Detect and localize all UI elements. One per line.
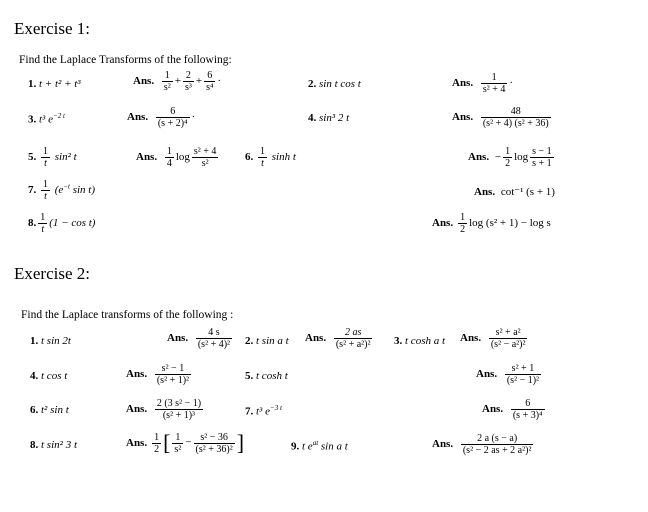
- fraction: $\frac{1}{2}$: [505, 146, 511, 169]
- fraction: $\frac{2}{\text{s³}}$: [184, 70, 192, 93]
- problem-expression: sin t cos t: [319, 78, 361, 90]
- ex1-problem-8: [28, 212, 95, 235]
- fraction: $\frac{\text{s² − 1}}{\text{(s² + 1)²}}$: [156, 363, 190, 386]
- fraction: $\frac{\text{s² + 1}}{\text{(s² − 1)²}}$: [506, 363, 540, 386]
- ex1-answer-6: Ans. − $\frac{1}{2}$ log $\frac{s - 1}{s + 1}$: [468, 146, 552, 169]
- ex1-problem-1: [28, 78, 81, 90]
- problem-number: 6.: [30, 404, 39, 416]
- ex2-problem-1: [30, 335, 71, 347]
- problem-number: 2.: [308, 78, 317, 90]
- ans-label: Ans.: [167, 332, 189, 345]
- problem-number: 8.: [28, 217, 37, 230]
- ans-label: Ans.: [126, 436, 148, 449]
- problem-expression: t³ e: [39, 113, 53, 126]
- ans-label: Ans.: [468, 151, 490, 164]
- ex2-problem-2: [245, 335, 289, 347]
- ans-label: Ans.: [476, 368, 498, 381]
- ex1-problem-5: [28, 146, 77, 169]
- problem-expression: sin³ 2 t: [319, 112, 350, 124]
- fraction: $\frac{48}{\text{(s² + 4) (s² + 36)}}$: [482, 106, 549, 129]
- fraction: $\frac{1}{t}$: [43, 146, 48, 169]
- fraction: $\frac{\text{s² + 4}}{\text{s²}}$: [193, 146, 217, 169]
- exercise-2-instruction: Find the Laplace transforms of the following :: [21, 309, 234, 321]
- ex1-problem-4: [308, 112, 349, 124]
- fraction: $\frac{s - 1}{s + 1}$: [532, 146, 552, 169]
- problem-number: 7.: [28, 184, 37, 197]
- fraction: $\frac{1}{2}$: [460, 212, 466, 235]
- fraction: $\frac{\text{2 (3 s² − 1)}}{\text{(s² + 1)³}}$: [156, 398, 202, 421]
- fraction: $\frac{1}{t}$: [43, 179, 48, 202]
- problem-number: 3.: [394, 335, 403, 347]
- ex1-answer-3: Ans. $\frac{6}{\text{(s + 2)⁴}}$ ·: [127, 106, 196, 129]
- exercise-1-heading: Exercise 1:: [14, 19, 90, 38]
- ans-label: Ans.: [452, 77, 474, 90]
- ex2-problem-9: 9. t $e^{at}$ sin a t: [291, 439, 348, 453]
- problem-expression: t² sin t: [41, 404, 69, 416]
- fraction: $\frac{1}{t}$: [260, 146, 265, 169]
- ex1-answer-7: Ans. cot⁻¹ (s + 1): [474, 186, 555, 198]
- ex2-problem-6: [30, 404, 69, 416]
- problem-number: 1.: [30, 335, 39, 347]
- fraction: $\frac{1}{\text{s²}}$: [174, 431, 182, 455]
- fraction: $\frac{\text{s² + a²}}{\text{(s² − a²)²}}$: [490, 327, 526, 350]
- ans-label: Ans.: [136, 151, 158, 164]
- ex1-problem-7: 7. $\frac{1}{t}$ ($e^{-t}$ sin t): [28, 179, 96, 202]
- ans-label: Ans.: [133, 75, 155, 88]
- problem-number: 7.: [245, 405, 254, 418]
- ex2-problem-4: [30, 370, 67, 382]
- problem-expression: t e: [302, 440, 313, 453]
- ans-label: Ans.: [126, 403, 148, 416]
- problem-expression: sin² t: [54, 151, 77, 164]
- ex2-problem-5: [245, 370, 288, 382]
- fraction: $\frac{1}{t}$: [40, 212, 46, 235]
- ex2-problem-7: 7. t³ $e^{-3 t}$: [245, 404, 282, 418]
- problem-number: 2.: [245, 335, 254, 347]
- ex1-answer-8: Ans. $\frac{1}{2}$ log (s² + 1) − log s: [432, 212, 551, 235]
- problem-number: 5.: [245, 370, 254, 382]
- problem-expression: t cosh a t: [405, 335, 446, 347]
- ans-label: Ans.: [305, 332, 327, 345]
- fraction: $\frac{1}{\text{s²}}$: [163, 70, 171, 93]
- problem-number: 8.: [30, 439, 39, 451]
- ans-label: Ans.: [127, 111, 149, 124]
- ans-label: Ans.: [452, 111, 474, 124]
- ex1-problem-6: [245, 146, 296, 169]
- fraction: $\frac{2 as}{\text{(s² + a²)²}}$: [335, 327, 371, 350]
- exercise-2-heading: Exercise 2:: [14, 264, 90, 283]
- problem-expression: t sin a t: [256, 335, 289, 347]
- ex1-answer-1: Ans. $\frac{1}{\text{s²}}$ + $\frac{2}{\text{s³}}$ + $\frac{6}{\text{s⁴}}$ ·: [133, 70, 222, 93]
- problem-number: 6.: [245, 151, 254, 164]
- ex2-answer-2: [305, 327, 374, 350]
- problem-expression: t sin² 3 t: [41, 439, 77, 451]
- fraction: $\frac{6}{\text{s⁴}}$: [206, 70, 214, 93]
- ans-label: Ans.: [432, 217, 454, 230]
- ex1-answer-2: Ans. $\frac{1}{\text{s² + 4}}$ ·: [452, 72, 514, 95]
- fraction: $\frac{\text{s² − 36}}{\text{(s² + 36)²}}$: [195, 431, 233, 455]
- ex2-answer-3: [460, 327, 529, 350]
- ex2-answer-8: Ans. $\frac{1}{2}$ [ $\frac{1}{\text{s²}}$ − $\frac{\text{s² − 36}}{\text{(s² + 36)²}}$ ]: [126, 430, 245, 455]
- fraction: $\frac{1}{\text{s² + 4}}$: [482, 72, 506, 95]
- fraction: $\frac{2 a (s - a)}{\text{(s² − 2 as + 2 a²)²}}$: [462, 433, 532, 456]
- problem-expression: t cos t: [41, 370, 68, 382]
- problem-expression: t + t² + t³: [39, 78, 81, 90]
- ans-label: Ans.: [432, 438, 454, 451]
- problem-number: 4.: [308, 112, 317, 124]
- ex1-problem-2: [308, 78, 361, 90]
- ex2-problem-3: [394, 335, 445, 347]
- problem-expression: t sin 2t: [41, 335, 71, 347]
- problem-number: 4.: [30, 370, 39, 382]
- problem-expression: (e: [54, 184, 64, 197]
- fraction: $\frac{4 s}{\text{(s² + 4)²}}$: [197, 327, 231, 350]
- problem-number: 3.: [28, 113, 37, 126]
- ans-label: Ans.: [126, 368, 148, 381]
- ex1-answer-5: Ans. $\frac{1}{4}$ log $\frac{\text{s² + 4}}{\text{s²}}$: [136, 146, 217, 169]
- problem-number: 1.: [28, 78, 37, 90]
- ans-label: Ans.: [460, 332, 482, 345]
- fraction: $\frac{6}{\text{(s + 3)⁴}}$: [512, 398, 543, 421]
- problem-expression: (1 − cos t): [49, 217, 96, 230]
- ex2-answer-5: [476, 363, 543, 386]
- ex2-answer-1: [167, 327, 234, 350]
- problem-number: 5.: [28, 151, 37, 164]
- ex2-answer-4: [126, 363, 193, 386]
- problem-expression: t cosh t: [256, 370, 288, 382]
- fraction: $\frac{1}{2}$: [154, 431, 160, 455]
- ex1-problem-3: 3. t³ $e^{-2 t}$: [28, 112, 65, 126]
- problem-expression: sinh t: [271, 151, 296, 164]
- problem-expression: t³ e: [256, 405, 270, 418]
- exercise-1-instruction: Find the Laplace Transforms of the following:: [19, 54, 232, 66]
- ans-label: Ans.: [474, 186, 496, 198]
- ex2-answer-6: [126, 398, 205, 421]
- ans-label: Ans.: [482, 403, 504, 416]
- ex2-answer-9: [432, 433, 535, 456]
- ex2-problem-8: [30, 439, 77, 451]
- problem-number: 9.: [291, 440, 300, 453]
- fraction: $\frac{6}{\text{(s + 2)⁴}}$: [157, 106, 188, 129]
- ex1-answer-4: [452, 106, 553, 129]
- fraction: $\frac{1}{4}$: [166, 146, 172, 169]
- ex2-answer-7: [482, 398, 547, 421]
